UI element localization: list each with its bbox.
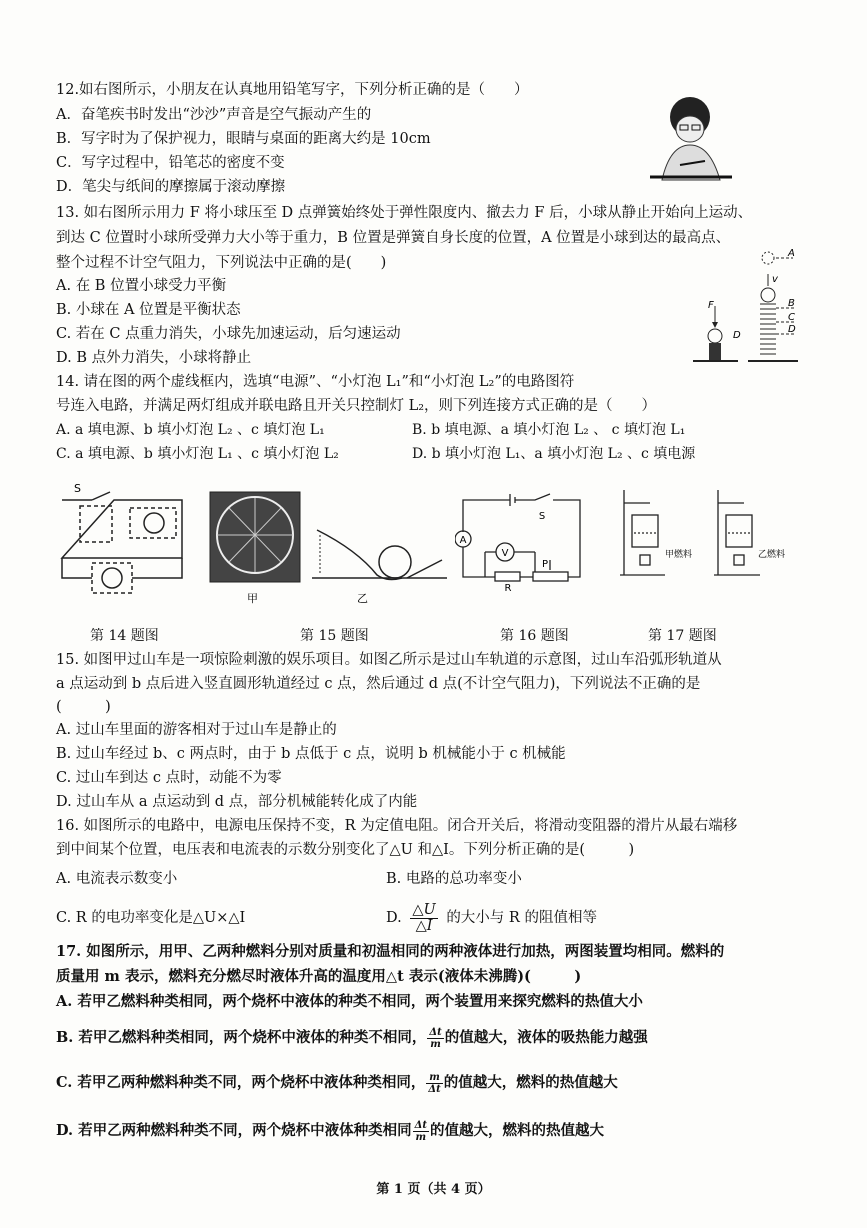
q16-d-prefix: D. xyxy=(386,910,402,926)
q14-option-c: C. a 填电源、b 填小灯泡 L₁ 、c 填小灯泡 L₂ xyxy=(56,446,339,462)
voltmeter-label: V xyxy=(501,548,509,559)
q17-d-prefix: D. 若甲乙两种燃料种类不同，两个烧杯中液体种类相同 xyxy=(56,1122,412,1139)
q12-option-d: D．笔尖与纸间的摩擦属于滚动摩擦 xyxy=(56,179,286,195)
figure-14-circuit xyxy=(52,478,192,608)
label-S: S xyxy=(74,482,81,495)
q13-option-b: B. 小球在 A 位置是平衡状态 xyxy=(56,302,241,318)
q12-option-c: C．写字过程中，铅笔芯的密度不变 xyxy=(56,155,285,171)
q13-option-d: D. B 点外力消失，小球将静止 xyxy=(56,350,252,366)
q15-option-b: B. 过山车经过 b、c 两点时，由于 b 点低于 c 点，说明 b 机械能小于 c 机械能 xyxy=(56,746,566,762)
q15-option-a: A. 过山车里面的游客相对于过山车是静止的 xyxy=(56,722,337,738)
q14-option-b: B. b 填电源、a 填小灯泡 L₂ 、 c 填灯泡 L₁ xyxy=(412,422,686,438)
q17-b-suffix: 的值越大，液体的吸热能力越强 xyxy=(444,1029,648,1046)
q17-option-a: A. 若甲乙燃料种类相同，两个烧杯中液体的种类不相同，两个装置用来探究燃料的热值大小 xyxy=(56,993,643,1010)
q15-stem-line2: a 点运动到 b 点后进入竖直圆形轨道经过 c 点，然后通过 d 点(不计空气阻力)，下列说法不正确的是 xyxy=(56,676,701,692)
label-D: D xyxy=(733,330,741,341)
q13-stem-line1: 13. 如右图所示用力 F 将小球压至 D 点弹簧始终处于弹性限度内、撤去力 F 后，小球从静止开始向上运动、 xyxy=(56,205,753,221)
figure-14-caption: 第 14 题图 xyxy=(90,628,159,644)
q16-option-c: C. R 的电功率变化是△U×△I xyxy=(56,910,246,926)
q16-option-a: A. 电流表示数变小 xyxy=(56,871,178,887)
figure-16-caption: 第 16 题图 xyxy=(500,628,569,644)
q17-c-denominator: Δt xyxy=(428,1083,441,1095)
resistor-label: R xyxy=(504,583,512,592)
q16-d-numerator: △U xyxy=(412,901,436,918)
q16-d-denominator: △I xyxy=(415,917,433,934)
fuel-jia-label: 甲燃料 xyxy=(665,550,693,560)
q17-d-denominator: m xyxy=(415,1131,427,1143)
q17-c-prefix: C. 若甲乙两种燃料种类不同，两个烧杯中液体种类相同， xyxy=(56,1074,426,1091)
q17-b-prefix: B. 若甲乙燃料种类相同，两个烧杯中液体的种类不相同， xyxy=(56,1029,427,1046)
q15-stem-line1: 15. 如图甲过山车是一项惊险刺激的娱乐项目。如图乙所示是过山车轨道的示意图，过山车沿弧形轨道从 xyxy=(56,652,722,668)
q12-option-b: B．写字时为了保护视力，眼睛与桌面的距离大约是 10cm xyxy=(56,131,431,147)
label-F: F xyxy=(708,300,714,311)
q17-d-suffix: 的值越大，燃料的热值越大 xyxy=(430,1122,605,1139)
q14-stem-line1: 14. 请在图的两个虚线框内，选填“电源”、“小灯泡 L₁”和“小灯泡 L₂”的电路图符 xyxy=(56,374,575,390)
switch-label: S xyxy=(538,511,546,522)
label-v: v xyxy=(772,274,778,285)
q17-stem-line2: 质量用 m 表示，燃料充分燃尽时液体升高的温度用△t 表示(液体未沸腾)( ) xyxy=(56,968,582,985)
q16-d-fraction xyxy=(410,903,437,934)
child-writing-figure xyxy=(640,95,740,185)
label-jia: 甲 xyxy=(247,592,258,605)
label-A: A xyxy=(788,248,795,259)
label-C: C xyxy=(788,312,795,323)
q17-stem-line1: 17. 如图所示，用甲、乙两种燃料分别对质量和初温相同的两种液体进行加热，两图装置均相同。燃料的 xyxy=(56,943,725,960)
q13-stem-line2: 到达 C 位置时小球所受弹力大小等于重力，B 位置是弹簧自身长度的位置，A 位置是小球到达的最高点、 xyxy=(56,230,731,246)
spring-ball-figure xyxy=(688,246,818,371)
q16-stem-line1: 16. 如图所示的电路中，电源电压保持不变，R 为定值电阻。闭合开关后，将滑动变阻器的滑片从最右端移 xyxy=(56,818,738,834)
q14-stem-line2: 号连入电路，并满足两灯组成并联电路且开关只控制灯 L₂，则下列连接方式正确的是（ ） xyxy=(56,398,657,414)
figure-17-caption: 第 17 题图 xyxy=(648,628,717,644)
q14-option-d: D. b 填小灯泡 L₁、a 填小灯泡 L₂ 、c 填电源 xyxy=(412,446,696,462)
q15-stem-line3: ( ) xyxy=(56,699,111,715)
q17-c-fraction xyxy=(426,1072,442,1095)
q15-option-c: C. 过山车到达 c 点时，动能不为零 xyxy=(56,770,282,786)
q12-option-a: A．奋笔疾书时发出“沙沙”声音是空气振动产生的 xyxy=(56,107,372,123)
label-yi: 乙 xyxy=(357,592,368,605)
q14-option-a: A. a 填电源、b 填小灯泡 L₂ 、c 填灯泡 L₁ xyxy=(56,422,325,438)
q16-option-d xyxy=(386,896,597,940)
page-footer: 第 1 页（共 4 页） xyxy=(376,1182,491,1197)
q17-option-d xyxy=(56,1113,604,1149)
fuel-yi-label: 乙燃料 xyxy=(758,550,786,560)
figure-15-caption: 第 15 题图 xyxy=(300,628,369,644)
q17-b-denominator: m xyxy=(430,1038,441,1050)
q17-d-fraction xyxy=(413,1120,429,1143)
q12-stem: 12.如右图所示，小朋友在认真地用铅笔写字，下列分析正确的是（ ） xyxy=(56,82,529,98)
label-B: B xyxy=(788,298,795,309)
q17-option-b xyxy=(56,1020,648,1056)
q17-c-numerator: m xyxy=(426,1072,442,1084)
ammeter-label: A xyxy=(459,535,467,546)
q15-option-d: D. 过山车从 a 点运动到 d 点，部分机械能转化成了内能 xyxy=(56,794,418,810)
q16-stem-line2: 到中间某个位置，电压表和电流表的示数分别变化了△U 和△I。下列分析正确的是( ) xyxy=(56,842,635,858)
q17-b-numerator: Δt xyxy=(429,1026,442,1038)
figure-16-circuit xyxy=(455,492,585,592)
q16-d-suffix: 的大小与 R 的阻值相等 xyxy=(446,910,597,926)
label-D-right: D xyxy=(788,324,796,335)
q17-option-c xyxy=(56,1065,618,1101)
q13-option-a: A. 在 B 位置小球受力平衡 xyxy=(56,278,227,294)
q16-option-b: B. 电路的总功率变小 xyxy=(386,871,522,887)
q13-option-c: C. 若在 C 点重力消失，小球先加速运动，后匀速运动 xyxy=(56,326,401,342)
figure-15-roller-coaster xyxy=(207,490,457,610)
q17-c-suffix: 的值越大，燃料的热值越大 xyxy=(443,1074,618,1091)
q17-d-numerator: Δt xyxy=(414,1119,428,1131)
q17-b-fraction xyxy=(427,1027,443,1050)
slider-label: P xyxy=(541,559,549,570)
q13-stem-line3: 整个过程不计空气阻力，下列说法中正确的是( ) xyxy=(56,255,387,271)
figure-17-heating xyxy=(610,485,795,585)
